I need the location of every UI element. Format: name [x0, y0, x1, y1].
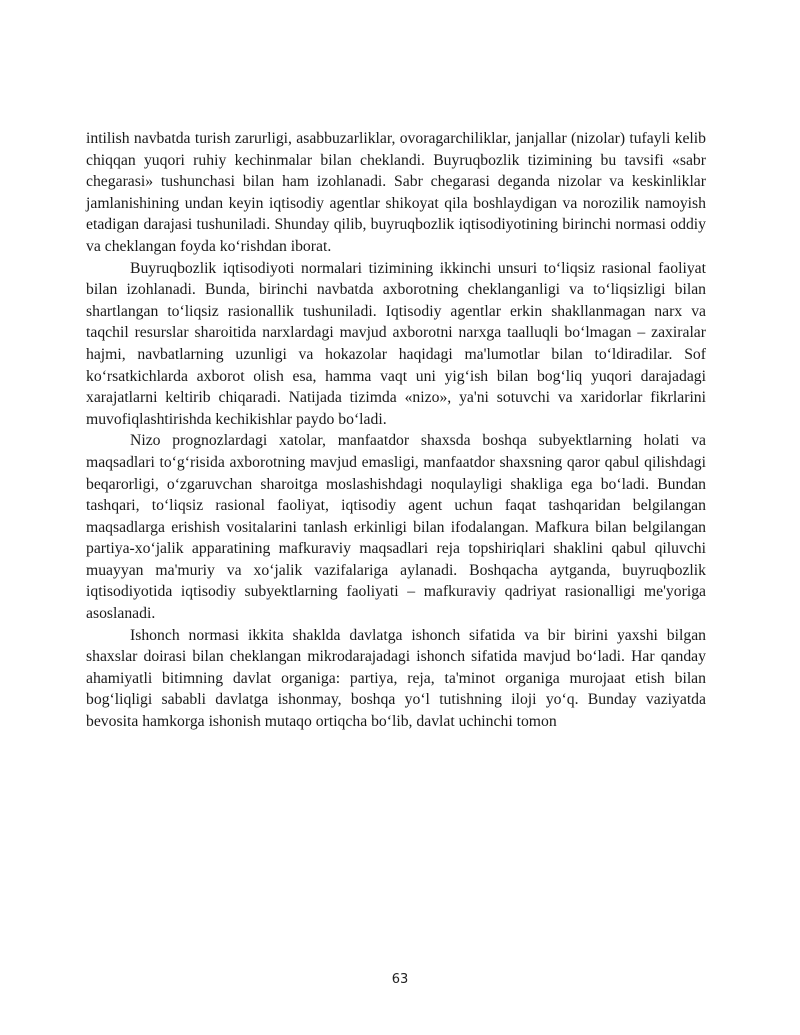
paragraph-3: Nizo prognozlardagi xatolar, manfaatdor shaxsda boshqa subyektlarning holati va maqsadlari toʻgʻrisida axborotning mavjud emasligi, manfaatdor shaxsning qaror qabul qilishdagi beqarorligi, oʻzgaruvchan sharoitga moslashishdagi noqulayligi shakliga ega boʻladi. Bundan tashqari, toʻliqsiz rasional faoliyat, iqtisodiy agent uchun faqat tashqaridan belgilangan maqsadlarga erishish vositalarini tanlash erkinligi bilan ifodalangan. Mafkura bilan belgilangan partiya-xoʻjalik apparatining mafkuraviy maqsadlari reja topshiriqlari shaklini qabul qiluvchi muayyan ma'muriy va xoʻjalik vazifalariga aylanadi. Boshqacha aytganda, buyruqbozlik iqtisodiyotida iqtisodiy subyektlarning faoliyati – mafkuraviy qadriyat rasionalligi me'yoriga asoslanadi. — [86, 432, 706, 623]
document-body — [86, 128, 706, 733]
paragraph-1: intilish navbatda turish zarurligi, asabbuzarliklar, ovoragarchiliklar, janjallar (nizolar) tufayli kelib chiqqan yuqori ruhiy kechinmalar bilan cheklandi. Buyruqbozlik tizimining bu tavsifi «sabr chegarasi» tushunchasi bilan ham izohlanadi. Sabr chegarasi deganda nizolar va keskinliklar jamlanishining undan keyin iqtisodiy agentlar shikoyat qila boshlaydigan va norozilik namoyish etadigan darajasi tushuniladi. Shunday qilib, buyruqbozlik iqtisodiyotining birinchi normasi oddiy va cheklangan foyda koʻrishdan iborat. — [86, 130, 706, 255]
paragraph-4: Ishonch normasi ikkita shaklda davlatga ishonch sifatida va bir birini yaxshi bilgan shaxslar doirasi bilan cheklangan mikrodarajadagi ishonch sifatida mavjud boʻladi. Har qanday ahamiyatli bitimning davlat organiga: partiya, reja, ta'minot organiga murojaat etish bilan bogʻliqligi sababli davlatga ishonmay, boshqa yoʻl tutishning iloji yoʻq. Bunday vaziyatda bevosita hamkorga ishonish mutaqo ortiqcha boʻlib, davlat uchinchi tomon — [86, 626, 706, 731]
page-number: 63 — [391, 972, 409, 987]
paragraph-2: Buyruqbozlik iqtisodiyoti normalari tizimining ikkinchi unsuri toʻliqsiz rasional faoliyat bilan izohlanadi. Bunda, birinchi navbatda axborotning cheklanganligi va toʻliqsizligi bilan shartlangan toʻliqsiz rasionallik tushuniladi. Iqtisodiy agentlar erkin shakllanmagan narx va taqchil resurslar sharoitida narxlardagi mavjud axborotni narxga taalluqli boʻlmagan – zaxiralar hajmi, navbatlarning uzunligi va hokazolar haqidagi ma'lumotlar bilan toʻldiradilar. Sof koʻrsatkichlarda axborot olish esa, hamma vaqt uni yigʻish bilan bogʻliq yuqori darajadagi xarajatlarni keltirib chiqaradi. Natijada tizimda «nizo», ya'ni sotuvchi va xaridorlar fikrlarini muvofiqlashtirishda kechikishlar paydo boʻladi. — [86, 259, 706, 428]
